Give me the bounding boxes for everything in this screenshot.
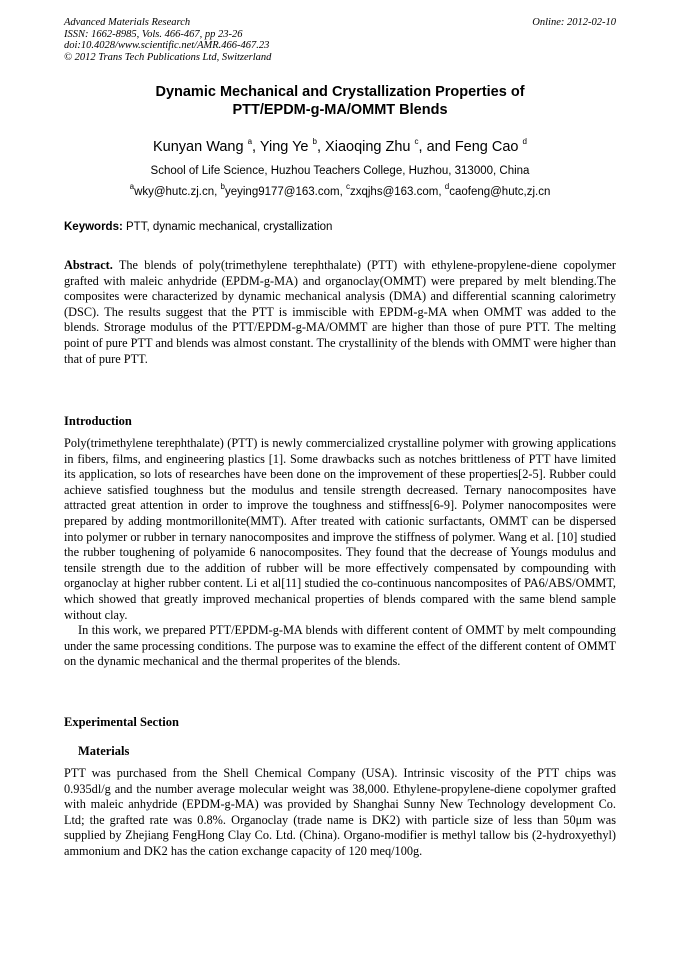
introduction-paragraph-2: In this work, we prepared PTT/EPDM-g-MA blends with different content of OMMT by melt compounding under the same processing conditions. The purpose was to examine the effect of the different content of OMMT on the dynamic mechanical and the thermal properites of the blends. xyxy=(64,623,616,669)
doi-line: doi:10.4028/www.scientific.net/AMR.466-467.23 xyxy=(64,40,270,51)
email-mark: d xyxy=(444,182,450,192)
author-mark: a xyxy=(247,137,253,147)
introduction-body xyxy=(64,436,616,670)
email-address[interactable]: yeying9177@163.com xyxy=(224,186,340,198)
title-line-2: PTT/EPDM-g-MA/OMMT Blends xyxy=(232,102,448,118)
introduction-heading: Introduction xyxy=(64,414,132,428)
email-address[interactable]: zxqjhs@163.com xyxy=(349,186,439,198)
introduction-paragraph-1: Poly(trimethylene terephthalate) (PTT) is newly commercialized crystalline polymer with growing applications in fibers, films, and engineering plastics [1]. Some drawbacks such as notches brittleness of PTT have limited its application, so lots of researches have been done on the improvement of these properties[2-5]. Rubber could achieve satisfied toughness but the modulus and tensile strength decreased. Ternary nanocomposites have attracted great attention in order to improve the toughness and stiffness[6-9]. Polymer nanocomposites were prepared by adding montmorillonite(MMT). After treated with cationic surfactants, OMMT can be dispersed into polymer or rubber in ternary nanocomposites and improve the stiffness of polymer. Wang et al. [10] studied the rubber toughening of polyamide 6 nanocomposites. They found that the decrease of Youngs modulus and tensile strength due to the addition of rubber will be more effectively compensated by compounding with organoclay at higher rubber content. Li et al[11] studied the co-continuous nancomposites of PA6/ABS/OMMT, which showed that greatly improved mechanical properties of blends compared with the same blend sample without clay. xyxy=(64,436,616,622)
author-list xyxy=(64,138,616,156)
keywords-text: PTT, dynamic mechanical, crystallization xyxy=(126,221,333,233)
experimental-heading: Experimental Section xyxy=(64,715,179,729)
abstract-label: Abstract. xyxy=(64,258,113,272)
email-address[interactable]: wky@hutc.zj.cn xyxy=(134,186,215,198)
email-separator: , xyxy=(438,186,445,198)
author-separator: , xyxy=(252,139,260,155)
email-address[interactable]: caofeng@hutc,zj.cn xyxy=(449,186,551,198)
email-mark: a xyxy=(129,182,135,192)
journal-name: Advanced Materials Research xyxy=(64,17,191,28)
author-separator: , xyxy=(316,139,326,155)
keywords-label: Keywords: xyxy=(64,221,123,233)
email-mark: c xyxy=(345,182,350,192)
email-list xyxy=(64,182,616,200)
materials-paragraph: PTT was purchased from the Shell Chemical Company (USA). Intrinsic viscosity of the PTT chips was 0.935dl/g and the number average molecular weight was 38,000. Ethylene-propylene-diene copolymer grafted with maleic anhydride (EPDM-g-MA) was provided by Shanghai Sunny New Technology development Co. Ltd; the grafted rate was 0.8%. Organoclay (trade name is DK2) with particle size of less than 50μm was supplied by Zhejiang FengHong Clay Co. Ltd. (China). Organo-modifier is methyl tallow bis (2-hydroxyethyl) ammonium and DK2 has the cation exchange capacity of 120 meq/100g. xyxy=(64,766,616,858)
author-mark: d xyxy=(522,137,527,147)
email-separator: , xyxy=(339,186,346,198)
abstract xyxy=(64,258,616,367)
title-line-1: Dynamic Mechanical and Crystallization Properties of xyxy=(155,84,525,100)
abstract-text: The blends of poly(trimethylene terephthalate) (PTT) with ethylene-propylene-diene copolymer grafted with maleic anhydride (EPDM-g-MA) and organoclay(OMMT) were prepared by melt blending.The composites were characterized by dynamic mechanical analysis (DMA) and differential scanning calorimetry (DSC). The results suggest that the PTT is immiscible with EPDM-g-MA when OMMT was added to the blends. Strorage modulus of the PTT/EPDM-g-MA/OMMT are higher than those of pure PTT. The melting point of pure PTT and blends was almost constant. The crystallinity of the blends with OMMT were higher than that of pure PTT. xyxy=(64,258,616,366)
publication-header xyxy=(64,17,616,63)
issn-line: ISSN: 1662-8985, Vols. 466-467, pp 23-26 xyxy=(64,28,243,40)
paper-title xyxy=(64,83,616,119)
email-separator: , xyxy=(214,186,221,198)
author-name: Kunyan Wang xyxy=(153,139,244,155)
keywords xyxy=(64,220,616,235)
copyright-line: © 2012 Trans Tech Publications Ltd, Switzerland xyxy=(64,51,272,63)
author-separator: , and xyxy=(418,139,455,155)
author-name: Xiaoqing Zhu xyxy=(325,139,411,155)
author-name: Ying Ye xyxy=(259,139,309,155)
online-date: Online: 2012-02-10 xyxy=(532,17,616,28)
materials-subheading: Materials xyxy=(78,744,130,758)
author-name: Feng Cao xyxy=(454,139,519,155)
author-mark: b xyxy=(312,137,317,147)
affiliation: School of Life Science, Huzhou Teachers College, Huzhou, 313000, China xyxy=(150,165,530,177)
author-mark: c xyxy=(414,137,419,147)
email-mark: b xyxy=(220,182,225,192)
